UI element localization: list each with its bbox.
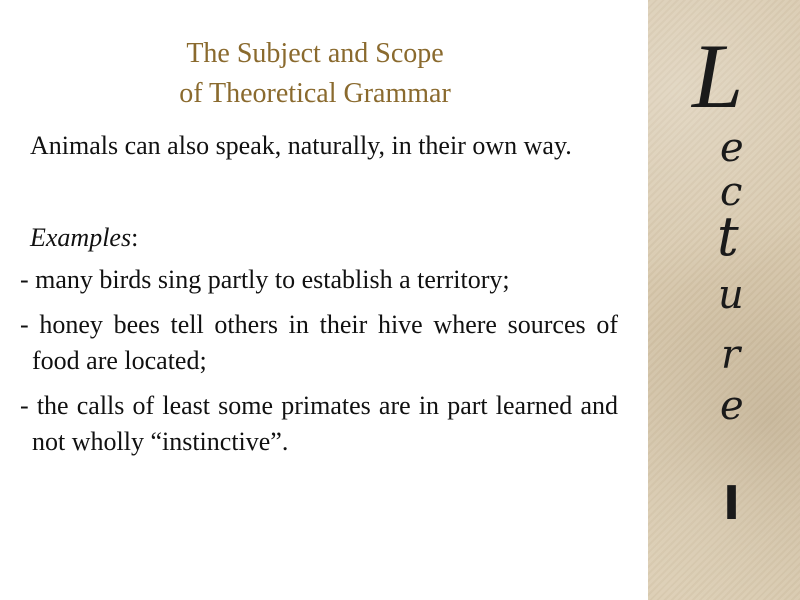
- sidebar-letter-l: L: [692, 25, 744, 127]
- sidebar-letter-c: c: [720, 169, 743, 215]
- examples-colon: :: [131, 223, 139, 252]
- sidebar-letter-e-final: e: [720, 383, 744, 429]
- examples-list: [20, 262, 618, 460]
- example-item-birds: - many birds sing partly to establish a territory;: [20, 265, 510, 294]
- slide-title-line-1: The Subject and Scope: [186, 38, 444, 69]
- example-item-bees: - honey bees tell others in their hive where sources of food are located;: [20, 310, 618, 375]
- intro-paragraph: Animals can also speak, naturally, in their own way.: [30, 131, 572, 160]
- sidebar-letter-u: u: [718, 272, 744, 318]
- examples-heading: [30, 220, 618, 256]
- sidebar-letter-t: t: [717, 205, 739, 268]
- sidebar-letter-e: e: [720, 125, 744, 171]
- lecture-number: I: [723, 476, 741, 530]
- slide-title: [0, 34, 630, 114]
- example-item-primates: - the calls of least some primates are in part learned and not wholly “instinctive”.: [20, 391, 618, 456]
- slide-title-line-2: of Theoretical Grammar: [179, 78, 451, 109]
- examples-label: Examples: [30, 223, 132, 252]
- sidebar-letter-r: r: [721, 332, 741, 378]
- lecture-sidebar: [648, 0, 800, 600]
- slide-content: [20, 128, 618, 469]
